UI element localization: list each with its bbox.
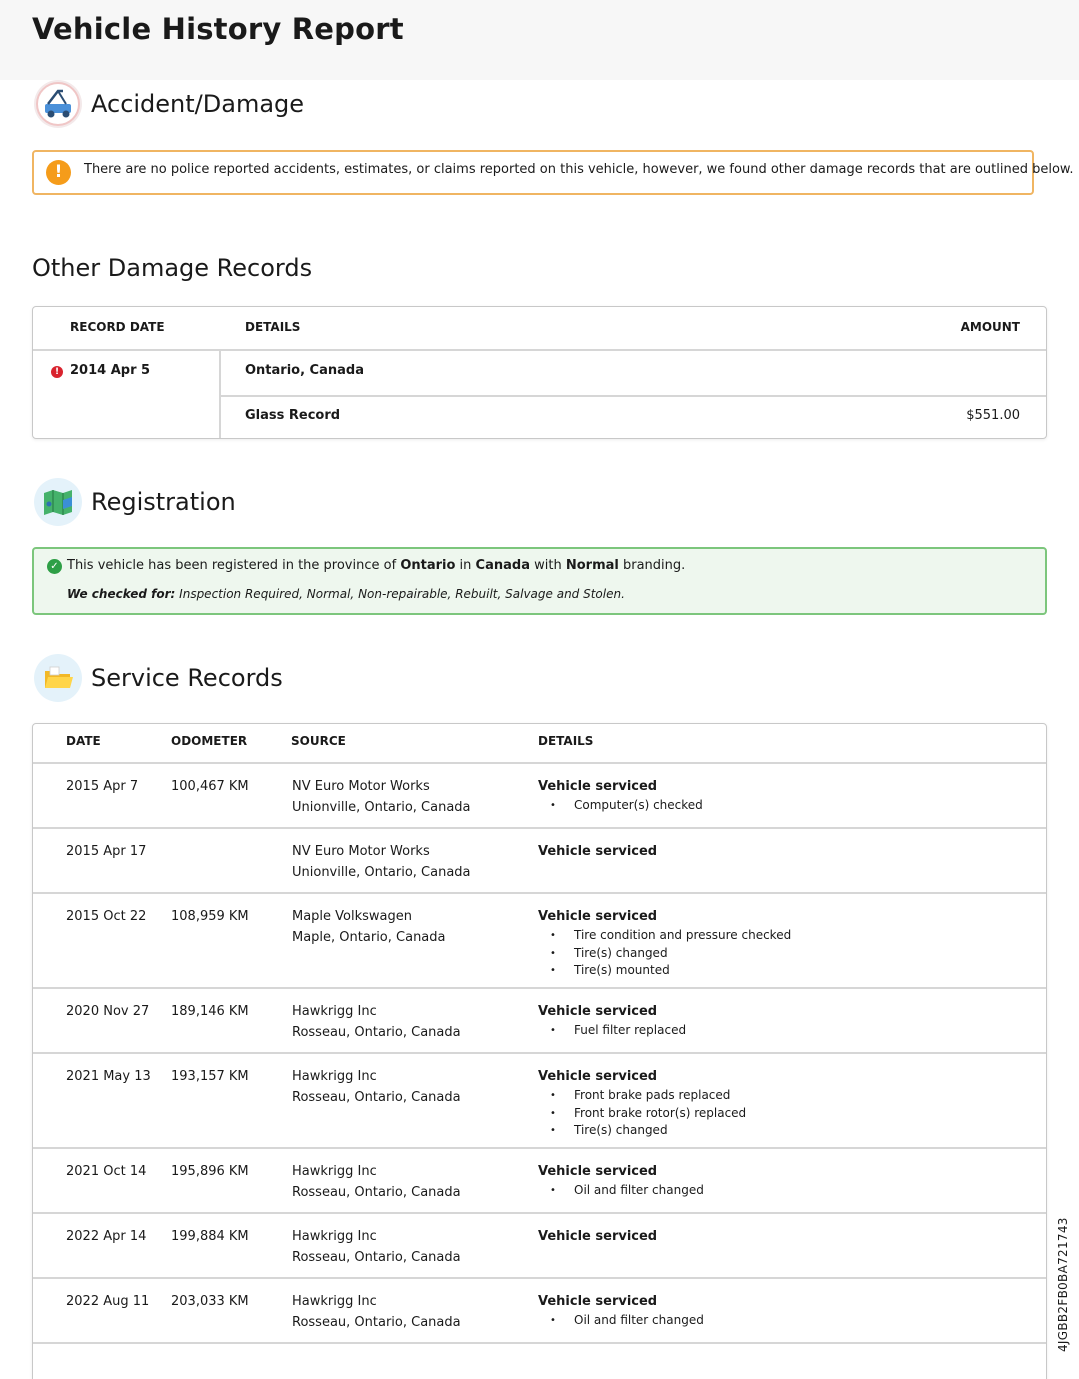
detail-list [538, 797, 703, 815]
damage-alert-text: There are no police reported accidents, estimates, or claims reported on this vehicle, however, we found other damage records that are outlined below. [84, 162, 1074, 177]
col-source: SOURCE [291, 734, 346, 748]
registration-text: branding. [622, 558, 686, 573]
source-name: Hawkrigg Inc [292, 1164, 377, 1179]
alert-dot-icon: ! [51, 366, 63, 378]
accident-section-header [34, 80, 304, 128]
service-date: 2022 Aug 11 [66, 1294, 150, 1309]
service-details [538, 1001, 686, 1040]
col-details: DETAILS [245, 320, 301, 334]
col-odometer: ODOMETER [171, 734, 248, 748]
table-row [33, 894, 1046, 989]
service-heading: Service Records [91, 664, 283, 692]
service-date: 2015 Apr 17 [66, 844, 147, 859]
record-location: Ontario, Canada [245, 363, 364, 378]
source-name: Maple Volkswagen [292, 909, 413, 924]
other-damage-heading: Other Damage Records [32, 254, 313, 282]
damage-records-table [32, 306, 1047, 439]
service-odometer: 108,959 KM [171, 909, 249, 924]
source-name: Hawkrigg Inc [292, 1004, 377, 1019]
detail-item: • Front brake rotor(s) replaced [538, 1105, 746, 1123]
registration-summary [67, 558, 685, 573]
detail-title: Vehicle serviced [538, 779, 658, 794]
service-date: 2021 Oct 14 [66, 1164, 147, 1179]
source-name: Hawkrigg Inc [292, 1294, 377, 1309]
service-details [538, 776, 703, 815]
registration-branding: Normal [565, 558, 619, 573]
warning-icon: ! [46, 160, 71, 185]
service-date: 2021 May 13 [66, 1069, 151, 1084]
accident-heading: Accident/Damage [91, 90, 305, 118]
vin-number: 4JGBB2FB0BA721743 [1056, 1217, 1070, 1352]
registration-text: This vehicle has been registered in the province of [67, 558, 397, 573]
detail-item: • Tire(s) changed [538, 945, 791, 963]
detail-title: Vehicle serviced [538, 844, 658, 859]
checked-for [67, 587, 625, 601]
detail-list [538, 1182, 704, 1200]
source-name: Hawkrigg Inc [292, 1069, 377, 1084]
service-details [538, 906, 791, 980]
detail-item: • Front brake pads replaced [538, 1087, 746, 1105]
detail-title: Vehicle serviced [538, 909, 658, 924]
service-section-header [34, 654, 283, 702]
detail-item: • Tire(s) changed [538, 1122, 746, 1140]
col-date: DATE [66, 734, 101, 748]
source-location: Rosseau, Ontario, Canada [292, 1025, 461, 1040]
service-details [538, 1291, 704, 1330]
col-details: DETAILS [538, 734, 594, 748]
detail-item: • Tire condition and pressure checked [538, 927, 791, 945]
service-source [292, 776, 471, 818]
service-details [538, 1066, 746, 1140]
service-odometer: 199,884 KM [171, 1229, 249, 1244]
detail-title: Vehicle serviced [538, 1004, 658, 1019]
detail-item: • Fuel filter replaced [538, 1022, 686, 1040]
table-row [33, 1214, 1046, 1279]
detail-list [538, 927, 791, 980]
service-source [292, 1226, 461, 1268]
detail-list [538, 1312, 704, 1330]
service-table-header [33, 724, 1046, 764]
service-source [292, 1161, 461, 1203]
registration-alert [32, 547, 1047, 615]
registration-section-header [34, 478, 236, 526]
detail-title: Vehicle serviced [538, 1229, 658, 1244]
detail-item: • Oil and filter changed [538, 1312, 704, 1330]
source-location: Rosseau, Ontario, Canada [292, 1185, 461, 1200]
table-row [33, 1054, 1046, 1149]
map-icon [34, 478, 82, 526]
check-circle-icon: ✓ [47, 559, 62, 574]
detail-list [538, 1087, 746, 1140]
record-amount: $551.00 [966, 408, 1020, 423]
service-source [292, 906, 446, 948]
table-row [33, 1149, 1046, 1214]
detail-list [538, 1022, 686, 1040]
detail-item: • Tire(s) mounted [538, 962, 791, 980]
registration-country: Canada [475, 558, 530, 573]
checked-for-list: Inspection Required, Normal, Non-repairable, Rebuilt, Salvage and Stolen. [179, 587, 625, 601]
service-odometer: 195,896 KM [171, 1164, 249, 1179]
service-details [538, 841, 657, 862]
registration-text: in [459, 558, 472, 573]
service-date: 2015 Apr 7 [66, 779, 139, 794]
service-date: 2022 Apr 14 [66, 1229, 147, 1244]
source-location: Rosseau, Ontario, Canada [292, 1315, 461, 1330]
detail-title: Vehicle serviced [538, 1164, 658, 1179]
detail-item: • Oil and filter changed [538, 1182, 704, 1200]
record-date: 2014 Apr 5 [70, 363, 151, 378]
detail-title: Vehicle serviced [538, 1069, 658, 1084]
row-divider [221, 395, 1046, 397]
service-source [292, 1291, 461, 1333]
table-row [33, 764, 1046, 829]
col-record-date: RECORD DATE [70, 320, 165, 334]
registration-text: with [534, 558, 562, 573]
service-odometer: 203,033 KM [171, 1294, 249, 1309]
service-source [292, 1066, 461, 1108]
source-name: NV Euro Motor Works [292, 779, 430, 794]
service-records-table [32, 723, 1047, 1379]
table-row [33, 989, 1046, 1054]
source-location: Unionville, Ontario, Canada [292, 865, 471, 880]
registration-province: Ontario [400, 558, 456, 573]
damage-alert [32, 150, 1074, 195]
service-source [292, 841, 471, 883]
damage-table-header [33, 307, 1046, 351]
source-name: NV Euro Motor Works [292, 844, 430, 859]
service-source [292, 1001, 461, 1043]
service-odometer: 100,467 KM [171, 779, 249, 794]
tow-truck-icon [34, 80, 82, 128]
detail-title: Vehicle serviced [538, 1294, 658, 1309]
service-details [538, 1161, 704, 1200]
service-odometer: 189,146 KM [171, 1004, 249, 1019]
page-title: Vehicle History Report [32, 12, 404, 46]
service-odometer: 193,157 KM [171, 1069, 249, 1084]
registration-heading: Registration [91, 488, 236, 516]
folder-icon [34, 654, 82, 702]
detail-item: • Computer(s) checked [538, 797, 703, 815]
service-details [538, 1226, 657, 1247]
col-amount: AMOUNT [960, 320, 1020, 334]
service-date: 2020 Nov 27 [66, 1004, 150, 1019]
source-location: Rosseau, Ontario, Canada [292, 1250, 461, 1265]
table-row [33, 1279, 1046, 1344]
record-type: Glass Record [245, 408, 341, 423]
source-name: Hawkrigg Inc [292, 1229, 377, 1244]
source-location: Rosseau, Ontario, Canada [292, 1090, 461, 1105]
report-header [0, 0, 1079, 80]
source-location: Maple, Ontario, Canada [292, 930, 446, 945]
source-location: Unionville, Ontario, Canada [292, 800, 471, 815]
table-row [33, 829, 1046, 894]
service-date: 2015 Oct 22 [66, 909, 147, 924]
checked-for-label: We checked for: [67, 587, 176, 601]
